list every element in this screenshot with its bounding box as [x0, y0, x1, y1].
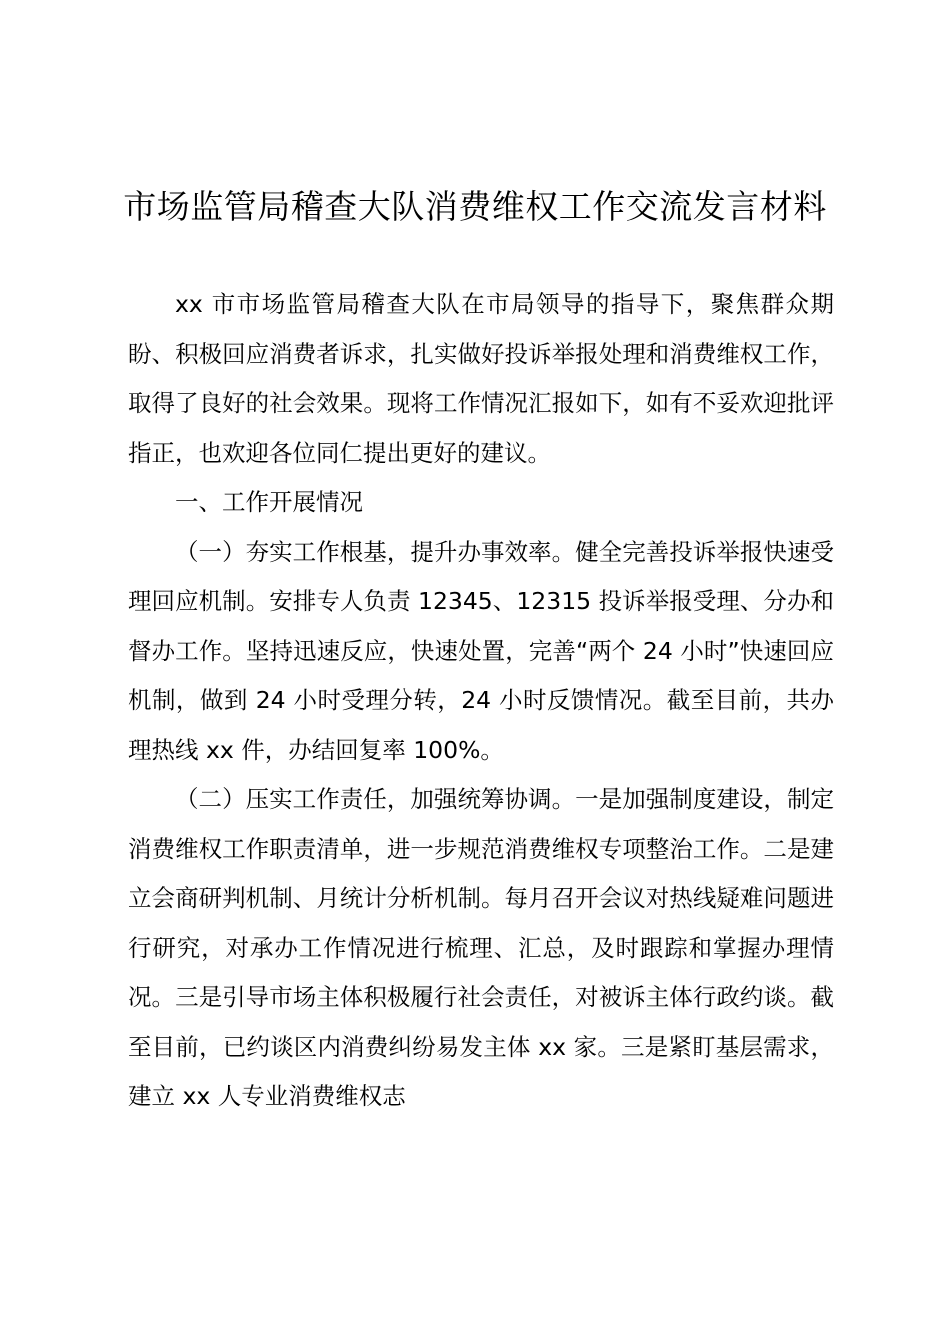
intro-paragraph: xx 市市场监管局稽查大队在市局领导的指导下，聚焦群众期盼、积极回应消费者诉求，扎实做好投诉举报处理和消费维权工作，取得了良好的社会效果。现将工作情况汇报如下，如有不妥欢迎批评指正，也欢迎各位同仁提出更好的建议。: [128, 290, 834, 467]
document-title: 市场监管局稽查大队消费维权工作交流发言材料: [123, 187, 827, 226]
subsection-paragraph-1: （一）夯实工作根基，提升办事效率。健全完善投诉举报快速受理回应机制。安排专人负责 12345、12315 投诉举报受理、分办和督办工作。坚持迅速反应，快速处置，完善“两个 24 小时”快速回应机制，做到 24 小时受理分转，24 小时反馈情况。截至目前，共办理热线 xx 件，办结回复率 100%。: [128, 537, 834, 764]
section-heading: 一、工作开展情况: [175, 488, 363, 516]
document-body: [128, 280, 834, 1122]
subsection-paragraph-2: （二）压实工作责任，加强统筹协调。一是加强制度建设，制定消费维权工作职责清单，进一步规范消费维权专项整治工作。二是建立会商研判机制、月统计分析机制。每月召开会议对热线疑难问题进行研究，对承办工作情况进行梳理、汇总，及时跟踪和掌握办理情况。三是引导市场主体积极履行社会责任，对被诉主体行政约谈。截至目前，已约谈区内消费纠纷易发主体 xx 家。三是紧盯基层需求，建立 xx 人专业消费维权志: [128, 785, 834, 1110]
